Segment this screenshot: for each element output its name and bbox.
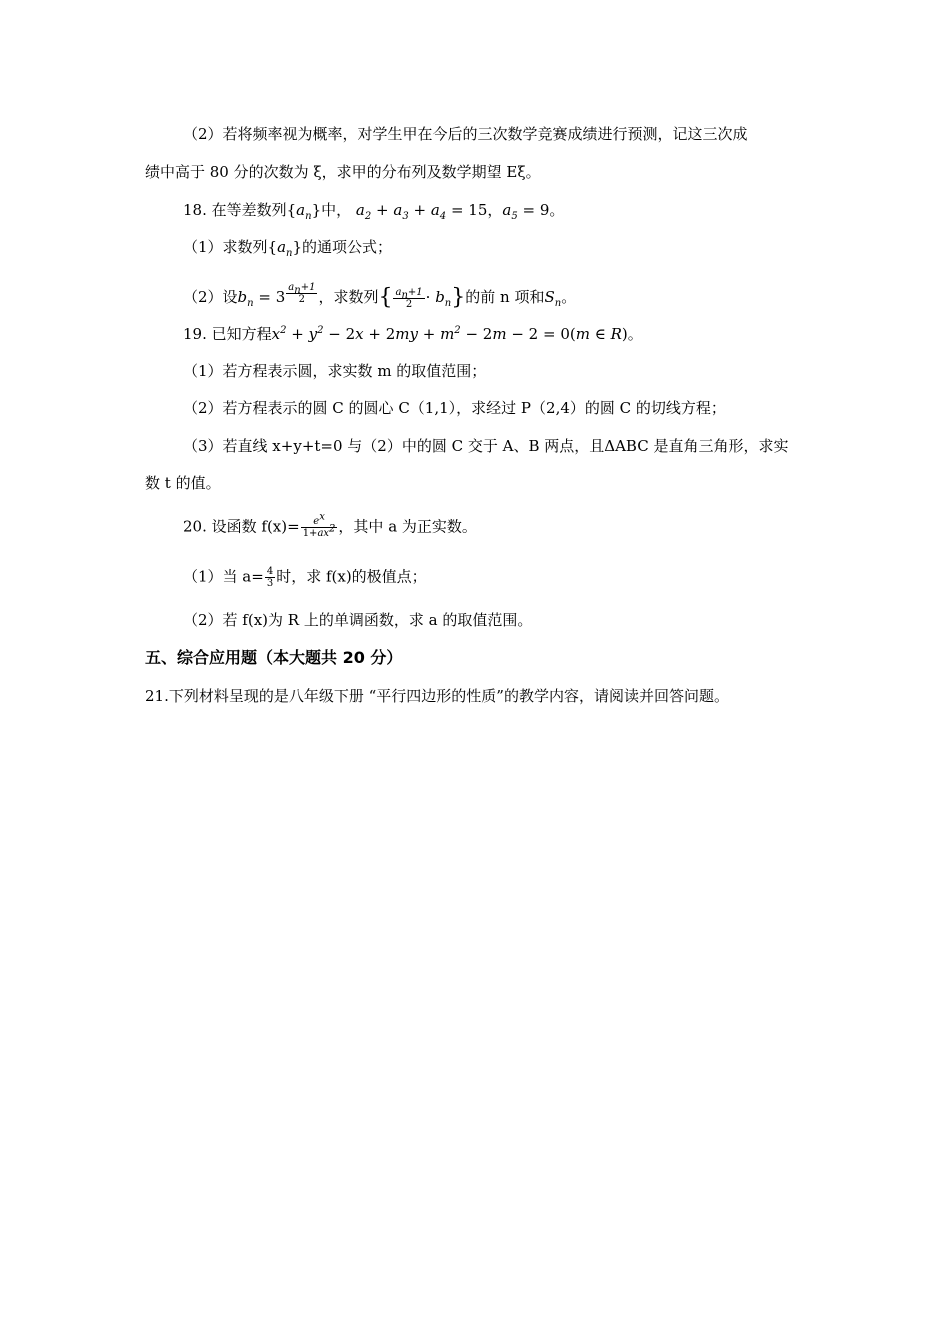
q18-stem-sep: ， [487, 201, 503, 219]
q18-expr1: $a_2 + a_3 + a_4 = 15$ [355, 201, 488, 222]
q19-stem-end: 。 [627, 325, 643, 343]
q17-part2-line2: 绩中高于 80 分的次数为 ξ，求甲的分布列及数学期望 Eξ。 [145, 163, 541, 181]
q18-p1-seq: $\{a_n\}$ [267, 238, 303, 259]
q20-stem-suffix: ，其中 a 为正实数。 [338, 517, 477, 536]
q19-equation: $x^2 + y^2 - 2x + 2my + m^2 - 2m - 2 = 0(m$ ∈ R) [271, 325, 628, 343]
q18-bn-def: $b_n = 3$ $^{\frac{a_n+1}{2}}$ [237, 282, 316, 309]
q19-part2: （2）若方程表示的圆 C 的圆心 C（1,1），求经过 P（2,4）的圆 C 的切线方程； [183, 399, 726, 417]
q19-part3-line2: 数 t 的值。 [145, 474, 221, 492]
q18-p1-prefix: （1）求数列 [183, 238, 268, 256]
q20-p1-suffix: 时，求 f(x)的极值点； [276, 567, 427, 586]
q18-p2-end: 。 [561, 288, 577, 306]
q18-p2-prefix: （2）设 [183, 288, 238, 306]
q18-p2-mid: ，求数列 [318, 288, 379, 306]
q19-stem-prefix: 19. 已知方程 [183, 325, 272, 343]
q19-stem [183, 324, 643, 344]
q20-fraction: $\frac{e^x}{1+ax^2}$ [302, 511, 336, 539]
q20-a-value: $\frac{4}{3}$ [266, 566, 274, 589]
q18-seq-an: $\{a_n\}$ [286, 201, 322, 222]
q18-stem-prefix: 18. 在等差数列 [183, 201, 287, 219]
q20-stem-prefix: 20. 设函数 f(x)= [183, 517, 300, 536]
q20-stem [183, 511, 477, 539]
q18-part2 [183, 282, 576, 310]
q18-stem-mid: 中， [321, 201, 352, 219]
q20-p1-prefix: （1）当 a= [183, 567, 264, 586]
q20-part2: （2）若 f(x)为 R 上的单调函数，求 a 的取值范围。 [183, 611, 533, 629]
q19-part1: （1）若方程表示圆，求实数 m 的取值范围； [183, 362, 487, 380]
q20-part1 [183, 566, 427, 589]
q18-stem [183, 200, 564, 220]
q17-part2-line1: （2）若将频率视为概率，对学生甲在今后的三次数学竞赛成绩进行预测，记这三次成 [183, 125, 748, 143]
q18-sum-term: { $\frac{a_n+1}{2}$ · $b_n$} [378, 285, 466, 310]
q18-p2-suffix: 的前 n 项和 [465, 288, 545, 306]
q18-p1-suffix: 的通项公式； [302, 238, 393, 256]
section-five-title: 五、综合应用题（本大题共 20 分） [145, 648, 403, 667]
q18-expr2: $a_5 = 9$ [502, 201, 550, 222]
q21-stem: 21.下列材料呈现的是八年级下册 “平行四边形的性质”的教学内容，请阅读并回答问题。 [145, 687, 729, 705]
q18-stem-end: 。 [549, 201, 565, 219]
q19-part3-line1: （3）若直线 x+y+t=0 与（2）中的圆 C 交于 A、B 两点，且ΔABC 是直角三角形，求实 [183, 437, 789, 455]
q18-sn: $S_n$ [544, 288, 562, 309]
q18-part1 [183, 237, 392, 257]
